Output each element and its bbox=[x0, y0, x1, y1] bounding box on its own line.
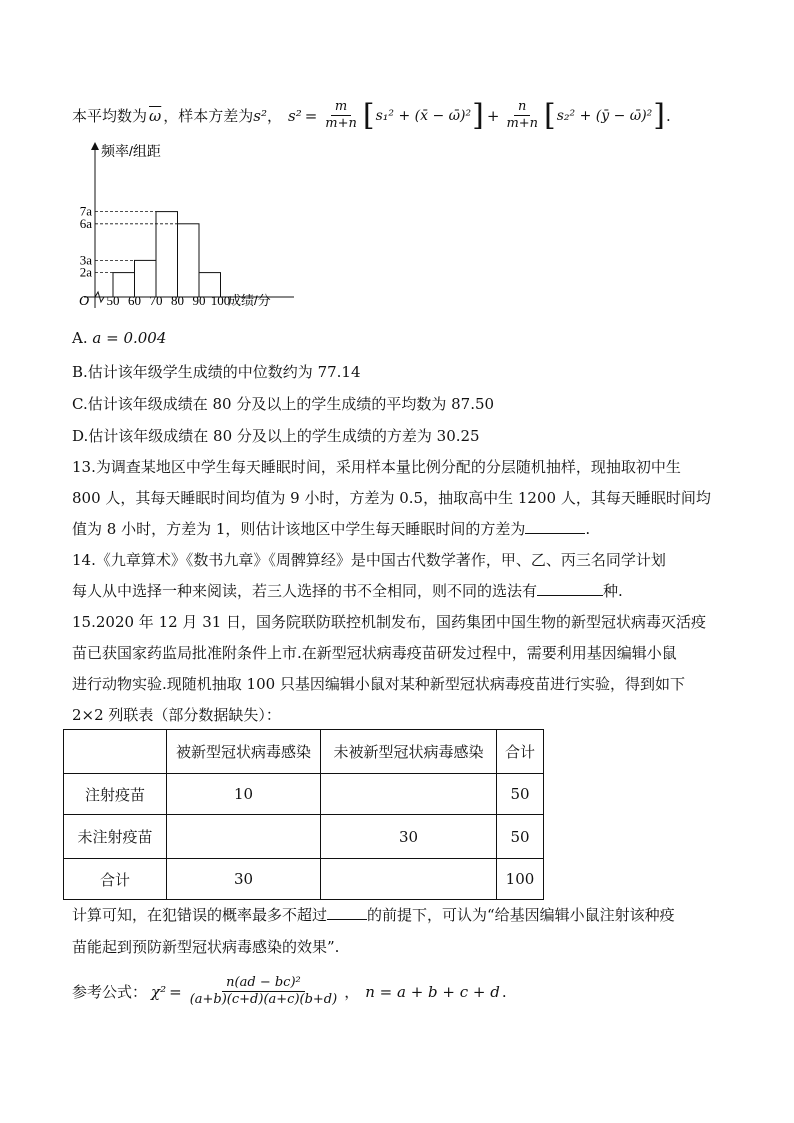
table-cell: 50 bbox=[497, 815, 544, 859]
x-tick-label: 80 bbox=[171, 293, 184, 308]
ref-den: (a+b)(c+d)(a+c)(b+d) bbox=[189, 992, 338, 1007]
q13-line2: 800 人，其每天睡眠时间均值为 9 小时，方差为 0.5，抽取高中生 1200 人，其每天睡眠时间均 bbox=[72, 489, 711, 507]
ref-n-def: n = a + b + c + d bbox=[365, 982, 500, 1001]
bracket-open-1: [ bbox=[362, 97, 375, 133]
ref-sep: ， bbox=[344, 982, 360, 1001]
y-axis-label: 频率/组距 bbox=[101, 143, 161, 159]
q13-answer-blank[interactable] bbox=[525, 519, 585, 534]
bracket-close-1: ] bbox=[472, 97, 484, 133]
intro-sep1: ，样本方差为 bbox=[163, 106, 254, 125]
after-table-text-a: 计算可知，在犯错误的概率最多不超过 bbox=[72, 906, 328, 924]
ref-num: n(ad − bc)² bbox=[222, 975, 305, 992]
table-row bbox=[64, 774, 544, 815]
table-cell: 注射疫苗 bbox=[64, 774, 167, 815]
formula-eq: = bbox=[304, 106, 318, 125]
q13-line3-text: 值为 8 小时，方差为 1，则估计该地区中学生每天睡眠时间的方差为 bbox=[72, 520, 526, 538]
q14-end: 种. bbox=[603, 582, 623, 600]
q15-line1: 15.2020 年 12 月 31 日，国务院联防联控机制发布，国药集团中国生物的新型冠状病毒灭活疫 bbox=[72, 613, 707, 631]
origin-label: O bbox=[79, 294, 90, 309]
variance-symbol: s² bbox=[253, 106, 267, 125]
mean-symbol: $\overline{\omega}$ bbox=[149, 106, 162, 125]
table-header-cell: 未被新型冠状病毒感染 bbox=[321, 730, 497, 774]
formula-end: . bbox=[666, 106, 671, 125]
choice-c-text: 估计该年级成绩在 80 分及以上的学生成绩的平均数为 87.50 bbox=[87, 395, 495, 413]
table-cell: 100 bbox=[497, 859, 544, 900]
q14-line2 bbox=[72, 580, 623, 602]
ref-label: 参考公式： bbox=[72, 982, 148, 1001]
q13-line3 bbox=[72, 518, 590, 540]
q14-line1: 14.《九章算术》《数书九章》《周髀算经》是中国古代数学著作，甲、乙、丙三名同学计划 bbox=[72, 551, 666, 569]
q15-line2: 苗已获国家药监局批准附条件上市.在新型冠状病毒疫苗研发过程中，需要利用基因编辑小鼠 bbox=[72, 644, 677, 662]
ref-end: . bbox=[501, 982, 507, 1001]
intro-line bbox=[72, 99, 671, 132]
histogram-bar bbox=[156, 212, 178, 297]
choice-a-label: A. bbox=[72, 329, 88, 347]
formula-frac2 bbox=[504, 99, 540, 132]
y-tick-label: 2a bbox=[79, 264, 92, 280]
after-table-line1 bbox=[72, 904, 675, 926]
formula-term2: s₂² + (ȳ − ω̄)² bbox=[556, 107, 653, 124]
choice-a-text: a = 0.004 bbox=[92, 329, 167, 347]
table-cell: 未注射疫苗 bbox=[64, 815, 167, 859]
table-row bbox=[64, 815, 544, 859]
q15-answer-blank[interactable] bbox=[327, 905, 367, 920]
choice-b[interactable] bbox=[72, 361, 361, 382]
ref-frac bbox=[188, 975, 340, 1008]
after-table-line2: 苗能起到预防新型冠状病毒感染的效果”. bbox=[72, 938, 340, 956]
table-header-cell: 合计 bbox=[497, 730, 544, 774]
formula-term1: s₁² + (x̄ − ω̄)² bbox=[375, 107, 472, 124]
intro-sep2: ， bbox=[266, 106, 282, 125]
ref-eq: = bbox=[169, 982, 182, 1001]
choice-d-text: 估计该年级成绩在 80 分及以上的学生成绩的方差为 30.25 bbox=[88, 427, 480, 445]
x-tick-label: 50 bbox=[106, 293, 120, 308]
table-row bbox=[64, 859, 544, 900]
formula-lhs: s² bbox=[288, 106, 302, 125]
x-tick-label: 70 bbox=[149, 293, 163, 308]
frac2-num: n bbox=[514, 99, 530, 116]
choice-b-label: B. bbox=[72, 363, 88, 381]
choice-b-text: 估计该年级学生成绩的中位数约为 77.14 bbox=[87, 363, 361, 381]
formula-plus: + bbox=[486, 106, 500, 125]
choice-c-label: C. bbox=[72, 395, 88, 413]
table-cell: 10 bbox=[167, 774, 321, 815]
choice-d[interactable] bbox=[72, 425, 480, 446]
table-header-row bbox=[64, 730, 544, 774]
frac2-den: m+n bbox=[506, 116, 539, 131]
histogram-bar bbox=[178, 224, 200, 297]
table-header-cell: 被新型冠状病毒感染 bbox=[167, 730, 321, 774]
y-tick-label: 7a bbox=[79, 203, 92, 219]
intro-prefix: 本平均数为 bbox=[72, 106, 148, 125]
y-tick-label: 6a bbox=[79, 215, 92, 231]
table-cell bbox=[321, 774, 497, 815]
x-tick-label: 100 bbox=[210, 293, 231, 308]
q15-line3: 进行动物实验.现随机抽取 100 只基因编辑小鼠对某种新型冠状病毒疫苗进行实验，得到如下 bbox=[72, 675, 685, 693]
table-cell: 合计 bbox=[64, 859, 167, 900]
y-tick-label: 3a bbox=[79, 252, 92, 268]
table-cell: 50 bbox=[497, 774, 544, 815]
q14-line2-text: 每人从中选择一种来阅读，若三人选择的书不全相同，则不同的选法有 bbox=[72, 582, 538, 600]
q13-end: . bbox=[585, 520, 591, 538]
q14-answer-blank[interactable] bbox=[537, 581, 603, 596]
choice-c[interactable] bbox=[72, 393, 494, 414]
table-cell bbox=[167, 815, 321, 859]
frequency-histogram bbox=[70, 140, 300, 320]
table-cell: 30 bbox=[321, 815, 497, 859]
choice-d-label: D. bbox=[72, 427, 89, 445]
choice-a[interactable] bbox=[72, 329, 166, 347]
x-tick-label: 90 bbox=[192, 293, 206, 308]
after-table-text-b: 的前提下，可认为“给基因编辑小鼠注射该种疫 bbox=[367, 906, 675, 924]
table-cell bbox=[321, 859, 497, 900]
bracket-open-2: [ bbox=[544, 97, 556, 133]
frac1-den: m+n bbox=[325, 116, 357, 131]
formula-frac1 bbox=[323, 99, 359, 132]
table-header-cell bbox=[64, 730, 167, 774]
contingency-table bbox=[63, 729, 544, 900]
frac1-num: m bbox=[331, 99, 351, 116]
ref-chi: χ² bbox=[151, 982, 167, 1001]
x-axis-label: 成绩/分 bbox=[228, 293, 271, 308]
q13-line1: 13.为调查某地区中学生每天睡眠时间，采用样本量比例分配的分层随机抽样，现抽取初中生 bbox=[72, 458, 681, 476]
x-tick-label: 60 bbox=[128, 293, 141, 308]
q15-line4: 2×2 列联表（部分数据缺失）： bbox=[72, 706, 281, 724]
histogram-bar bbox=[135, 260, 157, 297]
reference-formula bbox=[72, 975, 507, 1008]
table-cell: 30 bbox=[167, 859, 321, 900]
bracket-close-2: ] bbox=[653, 97, 666, 133]
